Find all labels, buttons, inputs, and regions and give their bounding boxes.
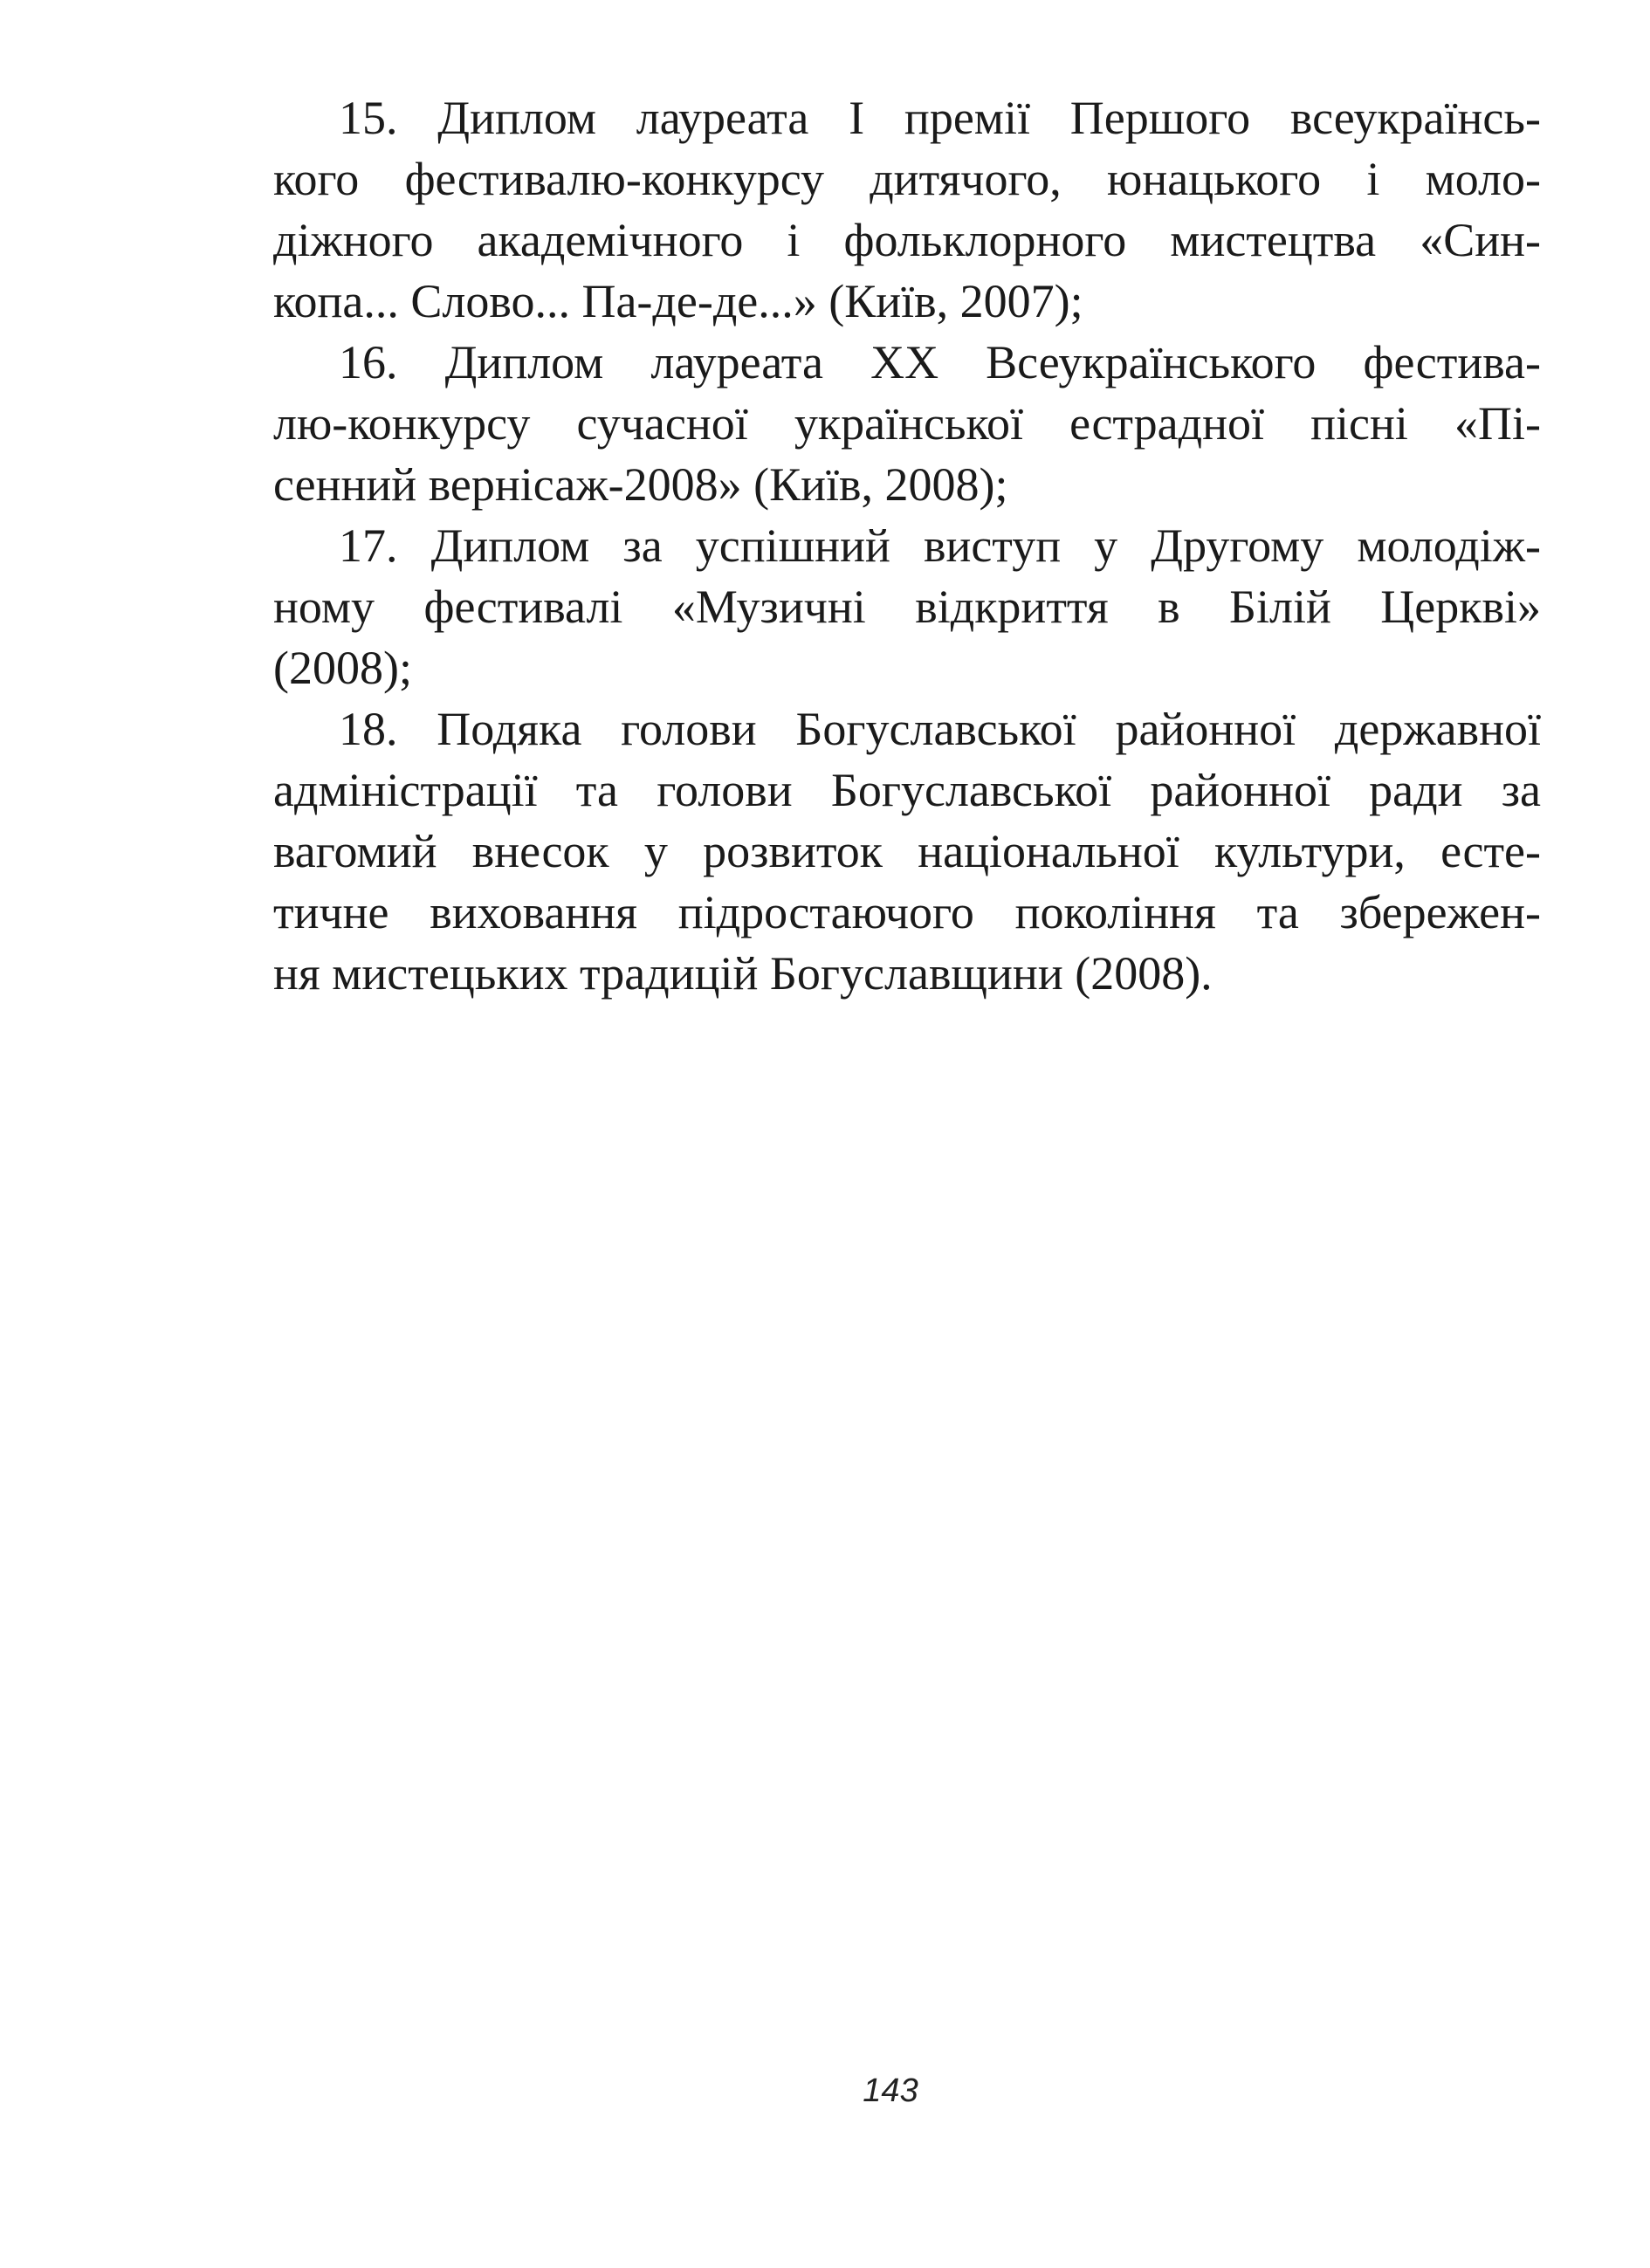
- text-line: 18. Подяка голови Богуславської районної державної: [339, 703, 1541, 755]
- text-line: (2008);: [273, 642, 412, 694]
- text-line: 16. Диплом лауреата XX Всеукраїнського фестива-: [339, 336, 1541, 388]
- text-line: ному фестивалі «Музичні відкриття в Білій Церкві»: [273, 581, 1541, 633]
- list-item-15: [273, 87, 1541, 332]
- page-number: 143: [863, 2072, 918, 2109]
- text-line: адміністрації та голови Богуславської районної ради за: [273, 764, 1541, 816]
- list-item-18: [273, 698, 1541, 1004]
- text-line: вагомий внесок у розвиток національної культури, есте-: [273, 825, 1541, 877]
- award-list: [273, 87, 1541, 1004]
- text-line: лю-конкурсу сучасної української естрадної пісні «Пі-: [273, 397, 1541, 450]
- text-line: сенний вернісаж-2008» (Київ, 2008);: [273, 458, 1008, 511]
- text-line: кого фестивалю-конкурсу дитячого, юнацького і моло-: [273, 153, 1541, 205]
- text-line: тичне виховання підростаючого покоління та збережен-: [273, 886, 1541, 938]
- list-item-16: [273, 332, 1541, 515]
- text-line: копа... Слово... Па-де-де...» (Київ, 2007);: [273, 275, 1083, 327]
- text-line: діжного академічного і фольклорного мистецтва «Син-: [273, 214, 1541, 266]
- text-line: 17. Диплом за успішний виступ у Другому молодіж-: [339, 519, 1541, 572]
- list-item-17: [273, 515, 1541, 698]
- text-line: 15. Диплом лауреата І премії Першого всеукраїнсь-: [339, 92, 1541, 144]
- text-line: ня мистецьких традицій Богуславщини (2008).: [273, 947, 1213, 1000]
